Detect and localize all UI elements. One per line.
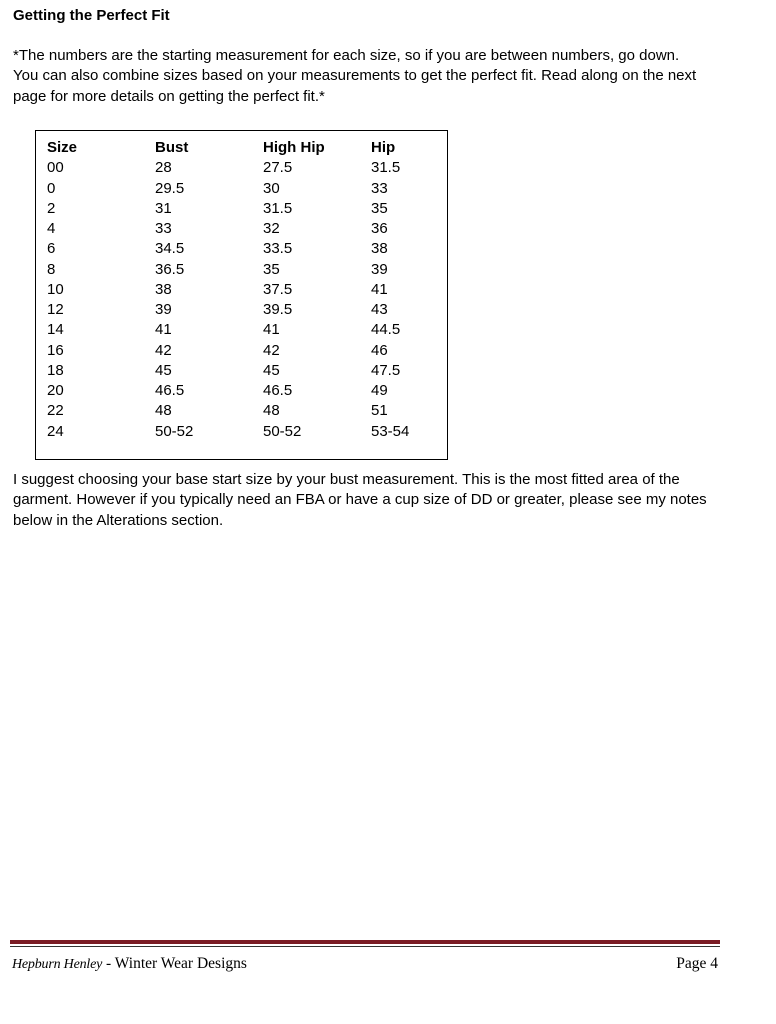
table-row [47,239,431,259]
cell-high-hip: 42 [263,341,280,359]
cell-high-hip: 50-52 [263,422,302,440]
cell-bust: 46.5 [155,382,185,399]
cell-hip: 35 [371,199,388,217]
cell-size: 6 [47,240,56,258]
intro-line: You can also combine sizes based on your measurements to get the perfect fit. Read along on the next [13,67,697,85]
intro-line: *The numbers are the starting measurement for each size, so if you are between numbers, go down. [13,47,680,64]
cell-high-hip: 48 [263,402,280,420]
cell-size: 10 [47,280,64,298]
footer-rule-thin [10,946,720,947]
publisher-name: Winter Wear Designs [114,955,247,972]
cell-high-hip: 39.5 [263,301,293,318]
cell-size: 24 [47,422,64,440]
cell-size: 8 [47,260,56,278]
header-size: Size [47,139,78,156]
cell-bust: 41 [155,321,172,339]
table-row [47,219,431,239]
footer-title [12,953,247,976]
cell-high-hip: 30 [263,179,280,197]
cell-hip: 43 [371,301,388,318]
cell-hip: 39 [371,260,388,278]
footer-separator: - [102,955,115,972]
cell-bust: 28 [155,159,172,177]
cell-size: 18 [47,361,64,379]
table-row [47,199,431,219]
cell-size: 12 [47,301,64,318]
table-row [47,179,431,199]
advice-line: I suggest choosing your base start size by your bust measurement. This is the most fitted area of the [13,471,680,488]
cell-hip: 51 [371,402,388,420]
table-header-row [47,138,431,158]
table-row [47,320,431,340]
cell-high-hip: 31.5 [263,199,293,217]
header-high-hip: High Hip [263,139,325,156]
header-hip: Hip [371,139,396,156]
cell-bust: 34.5 [155,240,185,258]
cell-high-hip: 45 [263,361,280,379]
cell-hip: 44.5 [371,321,401,339]
table-row [47,158,431,178]
page-heading: Getting the Perfect Fit [13,7,170,24]
cell-bust: 39 [155,301,172,318]
cell-high-hip: 41 [263,321,280,339]
table-row [47,381,431,401]
cell-bust: 29.5 [155,179,185,197]
cell-high-hip: 35 [263,260,280,278]
page-number: Page 4 [676,955,718,972]
cell-hip: 33 [371,179,388,197]
pattern-brand-name: Hepburn Henley [12,957,103,972]
cell-hip: 36 [371,220,388,237]
advice-line: below in the Alterations section. [13,511,224,529]
cell-size: 4 [47,220,56,237]
cell-size: 00 [47,159,64,177]
cell-hip: 49 [371,382,388,399]
cell-bust: 31 [155,199,172,217]
cell-bust: 33 [155,220,172,237]
cell-hip: 38 [371,240,388,258]
cell-size: 14 [47,321,64,339]
cell-hip: 53-54 [371,422,410,440]
cell-size: 0 [47,179,56,197]
cell-high-hip: 46.5 [263,382,293,399]
cell-bust: 42 [155,341,172,359]
header-bust: Bust [155,139,189,156]
intro-paragraph [13,46,763,107]
table-row [47,280,431,300]
cell-bust: 45 [155,361,172,379]
size-chart-table [47,138,431,442]
advice-paragraph [13,470,763,531]
size-chart-box [35,130,448,460]
table-row [47,361,431,381]
table-row [47,422,431,442]
table-row [47,401,431,421]
cell-hip: 31.5 [371,159,401,177]
table-row [47,300,431,320]
cell-high-hip: 37.5 [263,280,293,298]
cell-size: 2 [47,199,56,217]
cell-hip: 46 [371,341,388,359]
cell-high-hip: 32 [263,220,280,237]
intro-line: page for more details on getting the perfect fit.* [13,87,325,105]
cell-size: 16 [47,341,64,359]
cell-high-hip: 33.5 [263,240,293,258]
advice-line: garment. However if you typically need an FBA or have a cup size of DD or greater, please see my notes [13,491,707,509]
cell-size: 22 [47,402,64,420]
cell-bust: 48 [155,402,172,420]
cell-size: 20 [47,382,64,399]
cell-bust: 36.5 [155,260,185,278]
cell-bust: 50-52 [155,422,194,440]
table-body [47,158,431,442]
footer-rule-thick [10,940,720,944]
table-row [47,260,431,280]
cell-hip: 41 [371,280,388,298]
cell-bust: 38 [155,280,172,298]
cell-hip: 47.5 [371,361,401,379]
cell-high-hip: 27.5 [263,159,293,177]
table-row [47,341,431,361]
